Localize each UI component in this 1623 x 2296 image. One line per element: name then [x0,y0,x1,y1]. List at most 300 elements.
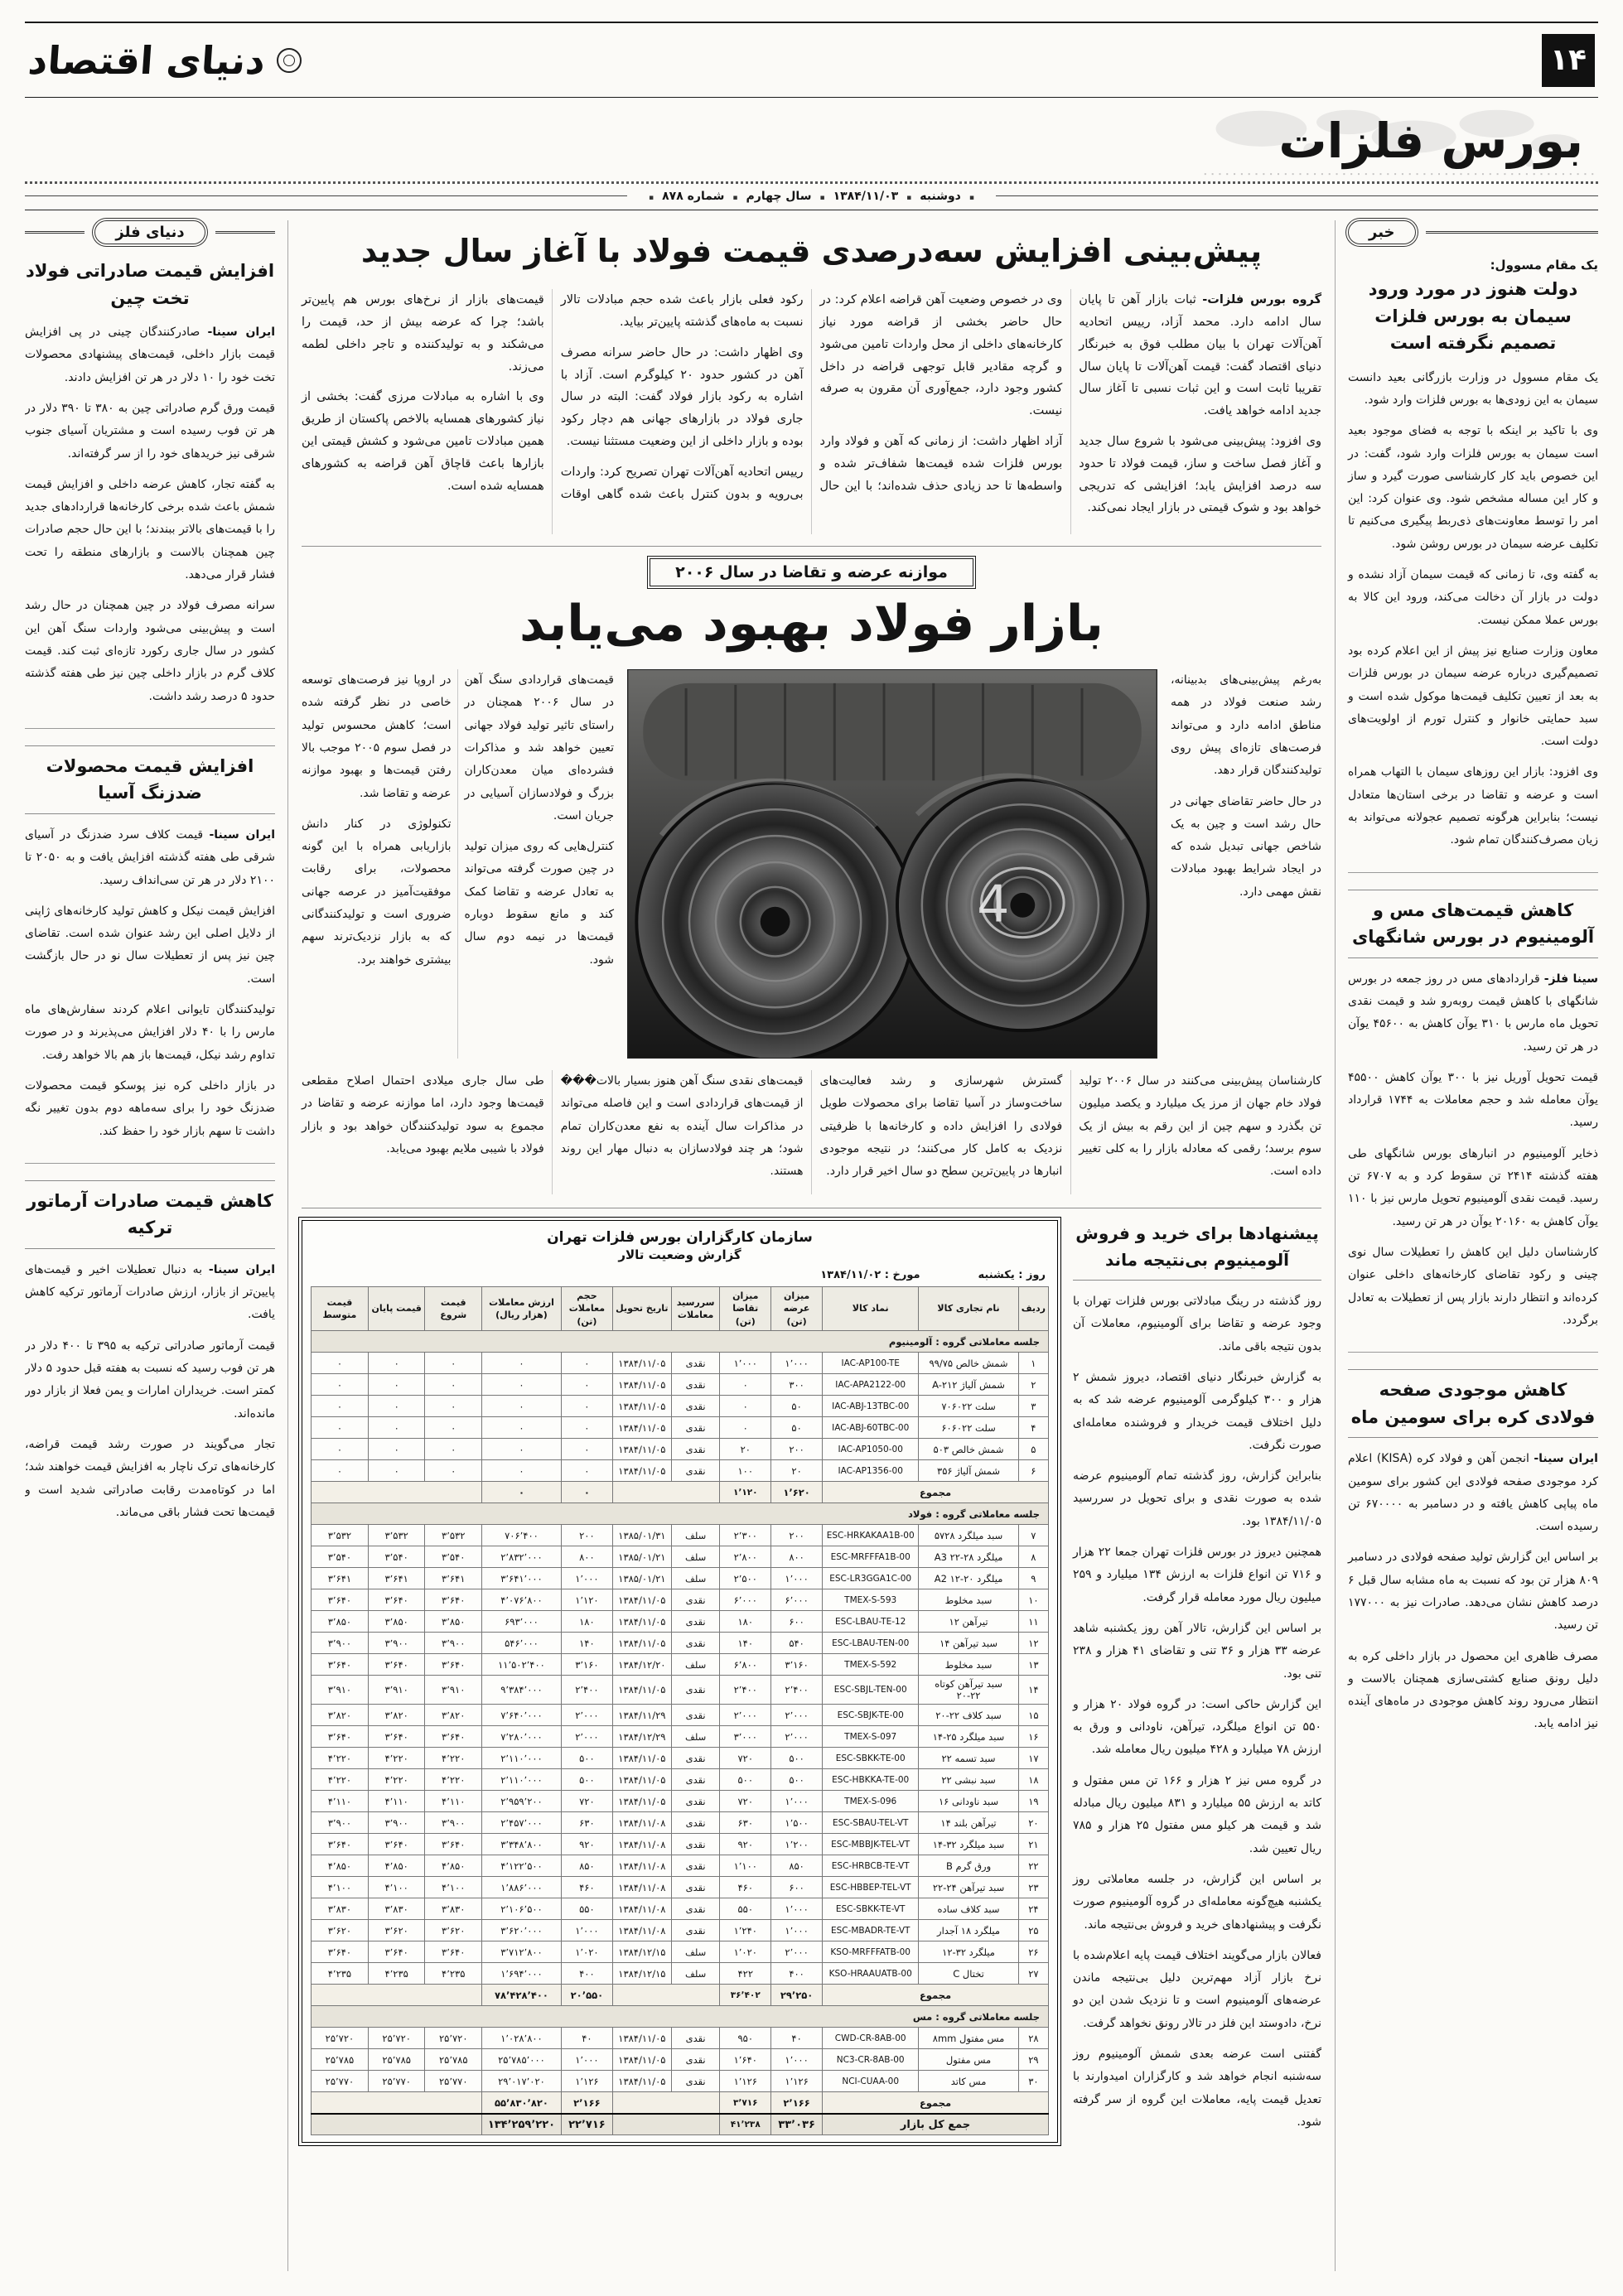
cell-name: سبد تیرآهن ۱۴ [919,1633,1018,1654]
cell-volume: ۲٬۰۰۰ [561,1726,612,1748]
cell-name: سلت ۶۰۶۰۲۲ [919,1417,1018,1439]
cell-symbol: ESC-SBJL-TEN-00 [823,1676,919,1705]
cell-row-no: ۹ [1018,1568,1048,1589]
cell-settlement: سلف [671,1963,720,1985]
cell-avg-price: ۳٬۶۴۱ [312,1568,369,1589]
cell-name: سلت ۷۰۶۰۲۲ [919,1396,1018,1417]
news-tab [1348,220,1598,244]
table-row [312,1834,1049,1855]
table-row [312,1877,1049,1898]
cell-name: سبد میلگرد ۳۲-۱۴ [919,1834,1018,1855]
masthead-row [25,28,1598,98]
table-row [312,1769,1049,1791]
article-body [25,824,275,1143]
cell-avg-price: ۳٬۶۴۰ [312,1589,369,1611]
table-row [312,1396,1049,1417]
paragraph: کارشناسان دلیل این کاهش را تعطیلات سال نوی چینی و رکود تقاضای کارخانه‌های داخلی عنوان کرده‌اند و انتظار دارند بازار پس از تعطیلات به تعادل برگردد. [1348,1245,1598,1327]
cell-settlement: نقدی [671,1748,720,1769]
cell-delivery-date: ۱۳۸۴/۱۱/۰۵ [612,1676,671,1705]
cell-symbol: IAC-AP1356-00 [823,1460,919,1482]
feature-kicker-wrap [302,558,1321,586]
cell-open-price: ۳٬۶۴۰ [425,1834,482,1855]
table-row [312,1589,1049,1611]
cell-name: شمش خالص ۹۹/۷۵ [919,1353,1018,1374]
cell-open-price: ۴٬۲۳۵ [425,1963,482,1985]
cell-row-no: ۶ [1018,1460,1048,1482]
cell-settlement: نقدی [671,2028,720,2049]
paragraph: قیمت‌های قراردادی سنگ آهن در سال ۲۰۰۶ همچنان در راستای تاثیر تولید فولاد جهانی تعیین خواهد شد و مذاکرات فشرده‌ای میان معدن‌کاران بزرگ و فولادسازان آسیایی در جریان است. [464,673,614,822]
cell-settlement: نقدی [671,1374,720,1396]
cell-demand: ۱٬۲۴۰ [720,1920,771,1941]
cell-value: ۲٬۹۵۹٬۲۰۰ [482,1791,562,1812]
article-shanghai-prices [1348,872,1598,1333]
cell-volume: ۸۵۰ [561,1855,612,1877]
paragraph: تکنولوژی در کنار دانش بازاریابی همراه با این گونه محصولات، برای رقابت موفقیت‌آمیز در عرصه جهانی ضروری است و تولیدکنندگانی که به بازار نزدیک‌ترند سهم بیشتری خواهند برد. [302,817,452,967]
table-row [312,1963,1049,1985]
table-row [312,1676,1049,1705]
cell-settlement: نقدی [671,1898,720,1920]
cell-symbol: ESC-LBAU-TE-12 [823,1611,919,1633]
article-headline: افزایش قیمت محصولات ضدزنگ آسیا [25,745,275,814]
table-row [312,1374,1049,1396]
cell-row-no: ۱۲ [1018,1633,1048,1654]
table-row [312,1633,1049,1654]
cell-name: ورق گرم B [919,1855,1018,1877]
paragraph: به گفته تجار، کاهش عرضه داخلی و افزایش قیمت شمش باعث شده برخی کارخانه‌ها قراردادهای جدید را با قیمت‌های بالاتر ببندند؛ با این حال حجم صادرات چین همچنان بالاست و بازارهای منطقه را تحت فشار قرار می‌دهد. [25,477,275,582]
cell-open-price: ۳٬۹۰۰ [425,1633,482,1654]
table-row [312,1611,1049,1633]
article-body [1348,367,1598,852]
cell-close-price: ۳٬۸۳۰ [368,1898,425,1920]
cell-value: ۰ [482,1417,562,1439]
grand-total-row: جمع کل بازار ۳۳٬۰۳۶ ۴۱٬۲۳۸ ۲۲٬۷۱۶ ۱۳۴٬۲۵۹٬۲۲۰ [312,2114,1049,2135]
cell-value: ۰ [482,1374,562,1396]
cell-demand: ۹۲۰ [720,1834,771,1855]
cell-volume: ۰ [561,1374,612,1396]
article-headline: پیشنهادها برای خرید و فروش آلومینیوم بی‌نتیجه ماند [1073,1220,1321,1281]
cell-avg-price: ۴٬۲۲۰ [312,1748,369,1769]
cell-avg-price: ۴٬۱۱۰ [312,1791,369,1812]
paragraph: به گفته وی، تا زمانی که قیمت سیمان آزاد نشده و دولت در بازار آن دخالت می‌کند، ورود این کالا به بورس عملا ممکن نیست. [1348,568,1598,627]
cell-supply: ۱٬۰۰۰ [771,1353,823,1374]
cell-symbol: ESC-HBKKA-TE-00 [823,1769,919,1791]
cell-close-price: ۴٬۱۱۰ [368,1791,425,1812]
cell-delivery-date: ۱۳۸۴/۱۱/۰۵ [612,1769,671,1791]
cell-avg-price: ۰ [312,1439,369,1460]
metal-world-tab [25,220,275,244]
article-body [1348,968,1598,1332]
paragraph: بنابراین گزارش، روز گذشته تمام آلومینیوم عرضه شده به صورت نقدی و برای تحویل در سررسید ۱۳۸۴/۱۱/۰۵ بود. [1073,1469,1321,1528]
paragraph: وی افزود: پیش‌بینی می‌شود با شروع سال جدید و آغاز فصل ساخت و ساز، قیمت فولاد تا حدود سه درصد افزایش یابد؛ افزایشی که تدریجی خواهد بود و شوک قیمتی در بازار ایجاد نمی‌کند. [1079,434,1321,515]
cell-demand: ۲۰ [720,1439,771,1460]
paragraph: در حال حاضر تقاضای جهانی در حال رشد است و چین به یک شاخص جهانی تبدیل شده که در ایجاد شرایط بهبود مبادلات نقش مهمی دارد. [1171,794,1321,899]
cell-name: شمش آلیاژ A-۲۱۲ [919,1374,1018,1396]
paragraph: قیمت آرماتور صادراتی ترکیه به ۳۹۵ تا ۴۰۰ دلار در هر تن فوب رسید که نسبت به هفته قبل حدود ۵ دلار کمتر است. خریداران امارات و یمن فعلا از بازار دور مانده‌اند. [25,1339,275,1421]
cell-value: ۲٬۱۱۰٬۰۰۰ [482,1748,562,1769]
aluminium-rows [312,1353,1049,1482]
cell-row-no: ۳۰ [1018,2071,1048,2092]
cell-delivery-date: ۱۳۸۴/۱۱/۰۸ [612,1855,671,1877]
column-header: میزان عرضه (تن) [771,1287,823,1331]
cell-open-price: ۳٬۸۳۰ [425,1898,482,1920]
cell-supply: ۶٬۰۰۰ [771,1589,823,1611]
cell-close-price: ۰ [368,1353,425,1374]
column-header: تاریخ تحویل [612,1287,671,1331]
table-row [312,1748,1049,1769]
article-korea-plate-stocks [1348,1352,1598,1736]
cell-volume: ۴۰۰ [561,1963,612,1985]
cell-demand: ۲٬۴۰۰ [720,1676,771,1705]
cell-close-price: ۳٬۹۱۰ [368,1676,425,1705]
cell-name: تختال C [919,1963,1018,1985]
table-row [312,1705,1049,1726]
cell-value: ۱٬۸۸۶٬۰۰۰ [482,1877,562,1898]
cell-avg-price: ۳٬۵۴۰ [312,1546,369,1568]
cell-settlement: سلف [671,1525,720,1546]
cell-value: ۲۹٬۰۱۷٬۰۲۰ [482,2071,562,2092]
group-header-steel: جلسه معاملاتی گروه : فولاد [312,1503,1049,1525]
group-header-aluminium: جلسه معاملاتی گروه : آلومینیوم [312,1331,1049,1353]
paragraph: آزاد اظهار داشت: از زمانی که آهن و فولاد وارد بورس فلزات شده قیمت‌ها شفاف‌تر شده و واسطه‌ها تا حد زیادی حذف شده‌اند؛ با این حال رکود فعلی بازار باعث شده حجم مبادلات تالار نسبت به ماه‌های گذشته پایین‌تر بیاید. [560,293,1063,493]
cell-supply: ۲۰۰ [771,1439,823,1460]
cell-value: ۲٬۱۱۰٬۰۰۰ [482,1769,562,1791]
cell-demand: ۱٬۰۰۰ [720,1353,771,1374]
cell-value: ۰ [482,1439,562,1460]
cell-settlement: سلف [671,1546,720,1568]
tab-rule [25,231,85,234]
cell-delivery-date: ۱۳۸۴/۱۲/۲۹ [612,1726,671,1748]
cell-supply: ۱٬۰۰۰ [771,2049,823,2071]
cell-symbol: IAC-APA2122-00 [823,1374,919,1396]
cell-row-no: ۲۴ [1018,1898,1048,1920]
group-header-copper: جلسه معاملاتی گروه : مس [312,2006,1049,2028]
cell-volume: ۵۵۰ [561,1898,612,1920]
cell-symbol: TMEX-S-593 [823,1589,919,1611]
cell-close-price: ۳٬۶۲۰ [368,1920,425,1941]
paragraph: ذخایر آلومینیوم در انبارهای بورس شانگهای طی هفته گذشته ۲۴۱۴ تن سقوط کرد و به ۶۷۰۷ تن رسید. قیمت نقدی آلومینیوم تحویل مارس نیز با ۱۱۰ یوآن کاهش به ۲۰۱۶۰ یوآن در هر تن رسید. [1348,1146,1598,1228]
bottom-row [302,1208,1321,2143]
cell-name: سبد کلاف ساده [919,1898,1018,1920]
cell-symbol: ESC-SBKK-TE-00 [823,1748,919,1769]
table-row [312,1920,1049,1941]
cell-delivery-date: ۱۳۸۴/۱۱/۲۹ [612,1705,671,1726]
tab-rule [1426,231,1598,234]
cell-close-price: ۳٬۵۳۲ [368,1525,425,1546]
cell-delivery-date: ۱۳۸۴/۱۱/۰۸ [612,1898,671,1920]
cell-supply: ۵۰ [771,1396,823,1417]
report-meta [314,1269,1046,1281]
cell-close-price: ۰ [368,1417,425,1439]
table-row [312,2028,1049,2049]
cell-volume: ۰ [561,1460,612,1482]
cell-close-price: ۲۵٬۷۸۵ [368,2049,425,2071]
paragraph: معاون وزارت صنایع نیز پیش از این اعلام کرده بود تصمیم‌گیری درباره عرضه سیمان در بورس فلزات به بعد از تعیین تکلیف قیمت‌ها موکول شده است و سبد حمایتی خانوار و کنترل تورم از اولویت‌های دولت است. [1348,644,1598,749]
cell-settlement: نقدی [671,1812,720,1834]
newspaper-name: دنیای اقتصاد [27,37,267,83]
paragraph: در بازار داخلی کره نیز پوسکو قیمت محصولات ضدزنگ خود را برای سه‌ماهه دوم بدون تغییر نگه داشت تا سهم بازار خود را حفظ کند. [25,1078,275,1138]
cell-avg-price: ۰ [312,1396,369,1417]
cell-supply: ۱٬۰۰۰ [771,1898,823,1920]
news-column [1335,220,1598,2271]
article-china-flat-steel [25,258,275,708]
cell-symbol: IAC-ABJ-60TBC-00 [823,1417,919,1439]
cell-supply: ۱٬۰۰۰ [771,1791,823,1812]
aluminium-suggestions-article [1073,1220,1321,2143]
cell-row-no: ۱۴ [1018,1676,1048,1705]
cell-open-price: ۴٬۲۲۰ [425,1769,482,1791]
exchange-org-title: سازمان کارگزاران بورس فلزات تهران [547,1229,813,1247]
cell-row-no: ۱۱ [1018,1611,1048,1633]
cell-open-price: ۳٬۵۴۰ [425,1546,482,1568]
copper-total-row: مجموع ۲٬۱۶۶ ۳٬۷۱۶ ۲٬۱۶۶ ۵۵٬۸۳۰٬۸۲۰ [312,2092,1049,2114]
date-line [25,186,1598,210]
main-headline: پیش‌بینی افزایش سه‌درصدی قیمت فولاد با آغاز سال جدید [360,233,1263,269]
cell-close-price: ۳٬۸۲۰ [368,1705,425,1726]
cell-delivery-date: ۱۳۸۴/۱۱/۰۵ [612,1611,671,1633]
cell-delivery-date: ۱۳۸۴/۱۱/۰۸ [612,1877,671,1898]
cell-volume: ۱٬۰۰۰ [561,1568,612,1589]
columns-area [25,210,1598,2271]
paragraph: رییس اتحادیه آهن‌آلات تهران تصریح کرد: واردات بی‌رویه و بدون کنترل باعث شده گاهی اوقات قیمت‌های بازار از نرخ‌های بورس هم پایین‌تر باشد؛ چرا که عرضه بیش از حد، قیمت را می‌شکند و به تولیدکننده و تاجر داخلی لطمه می‌زند. [302,293,804,501]
paragraph: قیمت‌های نقدی سنگ آهن هنوز بسیار بالات��� از قیمت‌های قراردادی است و این فاصله می‌تواند در مذاکرات سال آینده به نفع معدن‌کاران تمام شود؛ هر چند فولادسازان به دنبال مهار این روند هستند. [560,1074,804,1179]
cell-symbol: ESC-MBBJK-TEL-VT [823,1834,919,1855]
article-asia-stainless [25,728,275,1143]
cell-symbol: TMEX-S-097 [823,1726,919,1748]
cell-volume: ۶۳۰ [561,1812,612,1834]
cell-demand: ۱۸۰ [720,1611,771,1633]
cell-supply: ۵۰۰ [771,1748,823,1769]
cell-name: سبد تیرآهن کوتاه ۲۲-۲۰ [919,1676,1018,1705]
cell-value: ۶۹۳٬۰۰۰ [482,1611,562,1633]
cell-open-price: ۳٬۶۴۱ [425,1568,482,1589]
cell-name: سبد میلگرد ۵۷۲۸ [919,1525,1018,1546]
cell-row-no: ۲۸ [1018,2028,1048,2049]
paragraph: گفتنی است عرضه بعدی شمش آلومینیوم روز سه‌شنبه انجام خواهد شد و کارگزاران امیدوارند با تعدیل قیمت پایه، معاملات این گروه از سر گرفته شود. [1073,2048,1321,2129]
cell-avg-price: ۰ [312,1460,369,1482]
table-row [312,1654,1049,1676]
steel-rows [312,1525,1049,1985]
cell-value: ۷٬۶۴۰٬۰۰۰ [482,1705,562,1726]
cell-supply: ۴۰۰ [771,1963,823,1985]
masthead [25,22,1598,210]
main-column [302,220,1321,2271]
cell-demand: ۵۵۰ [720,1898,771,1920]
cell-settlement: نقدی [671,1791,720,1812]
cell-symbol: IAC-ABJ-13TBC-00 [823,1396,919,1417]
cell-settlement: نقدی [671,1920,720,1941]
cell-row-no: ۱۷ [1018,1748,1048,1769]
cell-supply: ۵۰۰ [771,1769,823,1791]
cell-close-price: ۰ [368,1460,425,1482]
metal-world-tab-label: دنیای فلز [94,220,205,244]
cell-avg-price: ۳٬۸۲۰ [312,1705,369,1726]
cell-settlement: سلف [671,1654,720,1676]
cell-name: شمش آلیاژ ۳۵۶ [919,1460,1018,1482]
paragraph: ایران سینا- قیمت کلاف سرد ضدزنگ در آسیای شرقی طی هفته گذشته افزایش یافت و به ۲۰۵۰ تا ۲۱۰۰ دلار در هر تن سی‌انداف رسید. [25,827,276,887]
cell-delivery-date: ۱۳۸۴/۱۱/۰۵ [612,2071,671,2092]
cell-avg-price: ۰ [312,1417,369,1439]
table-row [312,2049,1049,2071]
cell-symbol: KSO-MRFFFATB-00 [823,1941,919,1963]
cell-demand: ۲٬۳۰۰ [720,1525,771,1546]
date-item: ▪ سال چهارم [746,190,833,203]
article-headline: کاهش قیمت صادرات آرماتور ترکیه [25,1180,275,1249]
cell-open-price: ۰ [425,1417,482,1439]
cell-open-price: ۳٬۸۲۰ [425,1705,482,1726]
cell-name: سبد میلگرد ۲۵-۱۴ [919,1726,1018,1748]
paragraph: بر اساس این گزارش، در جلسه معاملاتی روز یکشنبه هیچ‌گونه معامله‌ای در گروه آلومینیوم صورت نگرفت و پیشنهادهای خرید و فروش بی‌نتیجه ماند. [1073,1872,1321,1932]
market-report-table [302,1220,1058,2143]
article-turkey-rebar [25,1163,275,1524]
column-header: نماد کالا [823,1287,919,1331]
cell-demand: ۱٬۰۲۰ [720,1941,771,1963]
paragraph: کارشناسان پیش‌بینی می‌کنند در سال ۲۰۰۶ تولید فولاد خام جهان از مرز یک میلیارد و یکصد میلیون تن بگذرد و سهم چین از این رقم به بیش از یک سوم برسد؛ رقمی که معادله بازار را به کلی تغییر داده است. [1079,1074,1322,1179]
cell-value: ۷۰۶٬۴۰۰ [482,1525,562,1546]
cell-volume: ۲٬۰۰۰ [561,1705,612,1726]
cell-volume: ۱۴۰ [561,1633,612,1654]
cell-volume: ۲۰۰ [561,1525,612,1546]
cell-name: میلگرد ۲۰-۱۲ A2 [919,1568,1018,1589]
column-header: نام تجاری کالا [919,1287,1018,1331]
table-row [312,1855,1049,1877]
cell-supply: ۳٬۱۶۰ [771,1654,823,1676]
cell-settlement: نقدی [671,1460,720,1482]
cell-row-no: ۲۶ [1018,1941,1048,1963]
report-title: گزارش وضعیت تالار [618,1247,741,1263]
cell-value: ۲٬۴۵۷٬۰۰۰ [482,1812,562,1834]
cell-name: میلگرد ۲۸-۲۲ A3 [919,1546,1018,1568]
cell-open-price: ۳٬۹۱۰ [425,1676,482,1705]
cell-name: سبد ناودانی ۱۶ [919,1791,1018,1812]
article-headline: افزایش قیمت صادراتی فولاد تخت چین [25,261,275,308]
paragraph: طی سال جاری میلادی احتمال اصلاح مقطعی قیمت‌ها وجود دارد، اما موازنه عرضه و تقاضا در مجموع به سود تولیدکنندگان خواهد بود و بازار فولاد با شیبی ملایم بهبود می‌یابد. [302,1074,544,1155]
cell-name: سبد مخلوط [919,1589,1018,1611]
cell-avg-price: ۴٬۸۵۰ [312,1855,369,1877]
paragraph: به‌رغم پیش‌بینی‌های بدبینانه، رشد صنعت فولاد در همه مناطق ادامه دارد و می‌تواند فرصت‌های تازه‌ای پیش روی تولیدکنندگان قرار دهد. [1171,673,1321,778]
cell-demand: ۰ [720,1396,771,1417]
lead-article-body [302,289,1321,534]
cell-supply: ۶۰۰ [771,1611,823,1633]
cell-demand: ۶٬۰۰۰ [720,1589,771,1611]
cell-volume: ۵۰۰ [561,1748,612,1769]
cell-name: میلگرد ۱۸ آجدار [919,1920,1018,1941]
tab-rule [215,231,275,234]
cell-open-price: ۲۵٬۷۷۰ [425,2071,482,2092]
cell-name: سبد تیرآهن ۲۴-۲۲ [919,1877,1018,1898]
cell-name: مس کاتد [919,2071,1018,2092]
article-headline: دولت هنوز در مورد ورود سیمان به بورس فلزات تصمیم نگرفته است [1368,279,1578,354]
cell-value: ۰ [482,1396,562,1417]
cell-volume: ۴۰ [561,2028,612,2049]
cell-close-price: ۳٬۵۴۰ [368,1546,425,1568]
cell-open-price: ۳٬۶۴۰ [425,1654,482,1676]
cell-row-no: ۲۰ [1018,1812,1048,1834]
copper-rows [312,2028,1049,2092]
cell-row-no: ۲۹ [1018,2049,1048,2071]
paragraph: وی افزود: بازار این روزهای سیمان با التهاب همراه است و عرضه و تقاضا در برخی استان‌ها متعادل نیست؛ بنابراین هرگونه تصمیم عجولانه می‌تواند به زیان مصرف‌کنندگان تمام شود. [1348,765,1598,847]
cell-open-price: ۳٬۹۰۰ [425,1812,482,1834]
table-row [312,1812,1049,1834]
cell-row-no: ۲۵ [1018,1920,1048,1941]
cell-row-no: ۲۱ [1018,1834,1048,1855]
cell-volume: ۸۰۰ [561,1546,612,1568]
cell-delivery-date: ۱۳۸۴/۱۱/۰۵ [612,1589,671,1611]
cell-open-price: ۴٬۸۵۰ [425,1855,482,1877]
cell-demand: ۷۲۰ [720,1748,771,1769]
cell-name: سبد تسمه ۲۲ [919,1748,1018,1769]
cell-open-price: ۲۵٬۷۸۵ [425,2049,482,2071]
cell-volume: ۱٬۰۰۰ [561,2049,612,2071]
cell-open-price: ۰ [425,1396,482,1417]
cell-settlement: نقدی [671,1633,720,1654]
cell-delivery-date: ۱۳۸۴/۱۱/۰۵ [612,1396,671,1417]
table-row [312,1726,1049,1748]
cell-close-price: ۲۵٬۷۲۰ [368,2028,425,2049]
cell-avg-price: ۳٬۸۳۰ [312,1898,369,1920]
report-day: روز : یکشنبه [978,1269,1046,1282]
cell-open-price: ۳٬۶۴۰ [425,1941,482,1963]
cell-volume: ۲٬۴۰۰ [561,1676,612,1705]
cell-name: سبد کلاف ۲۲-۲۰ [919,1705,1018,1726]
article-body [1348,1448,1598,1736]
cell-settlement: نقدی [671,1705,720,1726]
cell-value: ۰ [482,1460,562,1482]
cell-open-price: ۲۵٬۷۲۰ [425,2028,482,2049]
cell-delivery-date: ۱۳۸۴/۱۱/۰۵ [612,1374,671,1396]
paragraph: بر اساس این گزارش، تالار آهن روز یکشنبه شاهد عرضه ۳۳ هزار و ۳۶ تنی و تقاضای ۴۱ هزار و ۲۳۸ تنی بود. [1073,1621,1321,1681]
article-body [25,1259,275,1524]
cell-open-price: ۰ [425,1439,482,1460]
cell-row-no: ۲۲ [1018,1855,1048,1877]
page-number: ۱۴ [1550,43,1587,77]
date-item: ▪ ۱۳۸۴/۱۱/۰۳ [833,190,920,203]
cell-row-no: ۷ [1018,1525,1048,1546]
cell-row-no: ۸ [1018,1546,1048,1568]
cell-open-price: ۳٬۶۴۰ [425,1726,482,1748]
cell-row-no: ۱۶ [1018,1726,1048,1748]
feature-top [302,669,1321,1059]
cell-avg-price: ۳٬۸۵۰ [312,1611,369,1633]
paragraph: قیمت تحویل آوریل نیز با ۳۰۰ یوآن کاهش ۴۵۵۰۰ یوآن معامله شد و حجم معاملات به ۱۷۴۴ قرارداد رسید. [1348,1070,1598,1130]
cell-delivery-date: ۱۳۸۵/۰۱/۲۱ [612,1546,671,1568]
cell-avg-price: ۲۵٬۷۸۵ [312,2049,369,2071]
cell-demand: ۱۰۰ [720,1460,771,1482]
cell-delivery-date: ۱۳۸۴/۱۱/۰۵ [612,1417,671,1439]
cell-settlement: نقدی [671,1396,720,1417]
cell-avg-price: ۲۵٬۷۷۰ [312,2071,369,2092]
cell-symbol: ESC-HBBEP-TEL-VT [823,1877,919,1898]
cell-value: ۳٬۷۱۲٬۸۰۰ [482,1941,562,1963]
paragraph: قیمت ورق گرم صادراتی چین به ۳۸۰ تا ۳۹۰ دلار در هر تن فوب رسیده است و مشتریان آسیای جنوب شرقی نیز خریدهای خود را از سر گرفته‌اند. [25,401,275,461]
article-body [1073,1290,1321,2134]
table-row [312,1546,1049,1568]
paragraph: کنترل‌هایی که روی میزان تولید در چین صورت گرفته می‌تواند به تعادل عرضه و تقاضا کمک کند و مانع سقوط دوباره قیمت‌ها در نیمه دوم سال شود. [464,840,614,967]
cell-settlement: نقدی [671,1439,720,1460]
paragraph: به گزارش خبرنگار دنیای اقتصاد، دیروز شمش ۲ هزار و ۳۰۰ کیلوگرمی آلومینیوم عرضه شد که به دلیل اختلاف قیمت خریدار و فروشنده معامله‌ای صورت نگرفت. [1073,1370,1321,1452]
cell-supply: ۱٬۵۰۰ [771,1812,823,1834]
cell-delivery-date: ۱۳۸۵/۰۱/۳۱ [612,1525,671,1546]
cell-row-no: ۱۸ [1018,1769,1048,1791]
cell-row-no: ۱ [1018,1353,1048,1374]
cell-symbol: ESC-LBAU-TEN-00 [823,1633,919,1654]
date-rule-left [25,195,627,196]
cell-value: ۱٬۰۲۸٬۸۰۰ [482,2028,562,2049]
cell-demand: ۶۳۰ [720,1812,771,1834]
cell-volume: ۵۰۰ [561,1769,612,1791]
paragraph: همچنین دیروز در بورس فلزات تهران جمعا ۲۲ هزار و ۷۱۶ تن انواع فلزات به ارزش ۱۳۴ میلیارد و ۲۵۹ میلیون ریال مورد معامله قرار گرفت. [1073,1546,1321,1604]
paragraph: در گروه مس نیز ۲ هزار و ۱۶۶ تن مس مفتول و کاتد به ارزش ۵۵ میلیارد و ۸۳۱ میلیون ریال مبادله شد و قیمت هر کیلو مس مفتول ۲۵ هزار و ۷۸۵ ریال تعیین شد. [1073,1773,1321,1855]
feature-headline: بازار فولاد بهبود می‌یابد [519,595,1104,654]
